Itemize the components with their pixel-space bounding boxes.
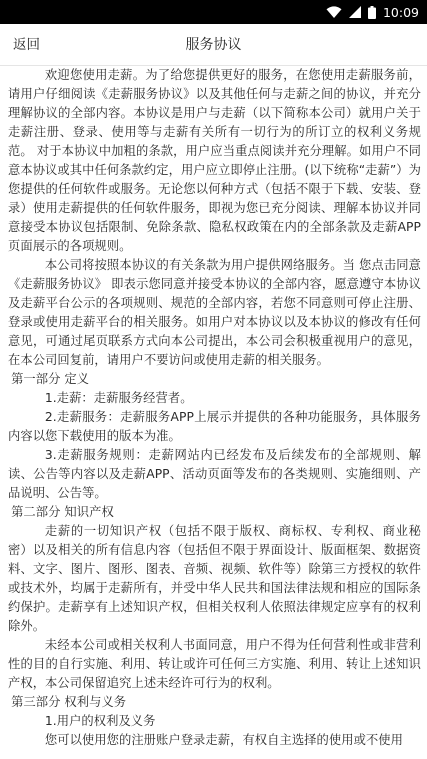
status-icons bbox=[326, 5, 419, 20]
definition-item: 1.走薪：走薪服务经营者。 bbox=[44, 391, 193, 405]
signal-icon bbox=[349, 6, 361, 18]
rights-item-text: 您可以使用您的注册账户登录走薪，有权自主选择的使用或不使用 bbox=[44, 733, 403, 747]
ip-paragraph: 未经本公司或相关权利人书面同意，用户不得为任何营利性或非营利性的目的自行实施、利用、转让或许可任何三方实施、利用、转让上述知识产权，本公司保留追究上述未经许可行为的权利。 bbox=[8, 638, 421, 690]
intro-paragraph: 欢迎您使用走薪。为了给您提供更好的服务，在您使用走薪服务前，请用户仔细阅读《走薪服务协议》以及其他任何与走薪之间的协议，并充分理解协议的全部内容。本协议是用户与走薪（以下简称本公司）就用户关于走薪注册、登录、使用等与走薪有关所有一切行为的所订立的权利义务规范。 对于本协议中加粗的条款，用户应当重点阅读并充分理解。如用户不同意本协议或其中任何条款约定，用户应立即停止注册。(以下统称“走薪”）为您提供的任何软件或服务。无论您以何种方式（包括不限于下载、安装、登录）使用走薪提供的任何软件服务，即视为您已充分阅读、理解本协议并同意接受本协议包括限制、免除条款、隐私权政策在内的全部条款及走薪APP页面展示的各项规则。 bbox=[8, 68, 421, 253]
definition-item: 2.走薪服务：走薪服务APP上展示并提供的各种功能服务，具体服务内容以您下载使用的版本为准。 bbox=[8, 410, 421, 443]
battery-icon bbox=[368, 6, 376, 19]
agreement-content[interactable] bbox=[8, 66, 421, 759]
status-time: 10:09 bbox=[382, 4, 419, 20]
section-title-definitions: 第一部分 定义 bbox=[11, 372, 90, 386]
back-button[interactable]: 返回 bbox=[13, 37, 40, 53]
nav-bar bbox=[0, 24, 427, 66]
definition-item: 3.走薪服务规则：走薪网站内已经发布及后续发布的全部规则、解读、公告等内容以及走薪APP、活动页面等发布的各类规则、实施细则、产品说明、公告等。 bbox=[8, 448, 421, 500]
wifi-icon bbox=[326, 6, 342, 18]
ip-paragraph: 走薪的一切知识产权（包括不限于版权、商标权、专利权、商业秘密）以及相关的所有信息内容（包括但不限于界面设计、版面框架、数据资料、文字、图片、图形、图表、音频、视频、软件等）除第三方授权的软件或技术外，均属于走薪所有，并受中华人民共和国法律法规和相应的国际条约保护。走薪享有上述知识产权，但相关权利人依照法律规定应享有的权利除外。 bbox=[8, 524, 421, 633]
page-title: 服务协议 bbox=[185, 37, 242, 53]
status-bar bbox=[0, 0, 427, 24]
service-paragraph: 本公司将按照本协议的有关条款为用户提供网络服务。当 您点击同意《走薪服务协议》 即表示您同意并接受本协议的全部内容，愿意遵守本协议及走薪平台公示的各项规则、规范的全部内容，若您不同意则可停止注册、登录或使用走薪平台的相关服务。如用户对本协议以及本协议的修改有任何意见，可通过尾页联系方式向本公司提出，本公司会积极重视用户的意见，在本公司回复前，请用户不要访问或使用走薪的相关服务。 bbox=[8, 258, 421, 367]
section-title-ip: 第二部分 知识产权 bbox=[11, 505, 114, 519]
rights-item-heading: 1.用户的权利及义务 bbox=[44, 714, 156, 728]
section-title-rights: 第三部分 权利与义务 bbox=[11, 695, 127, 709]
